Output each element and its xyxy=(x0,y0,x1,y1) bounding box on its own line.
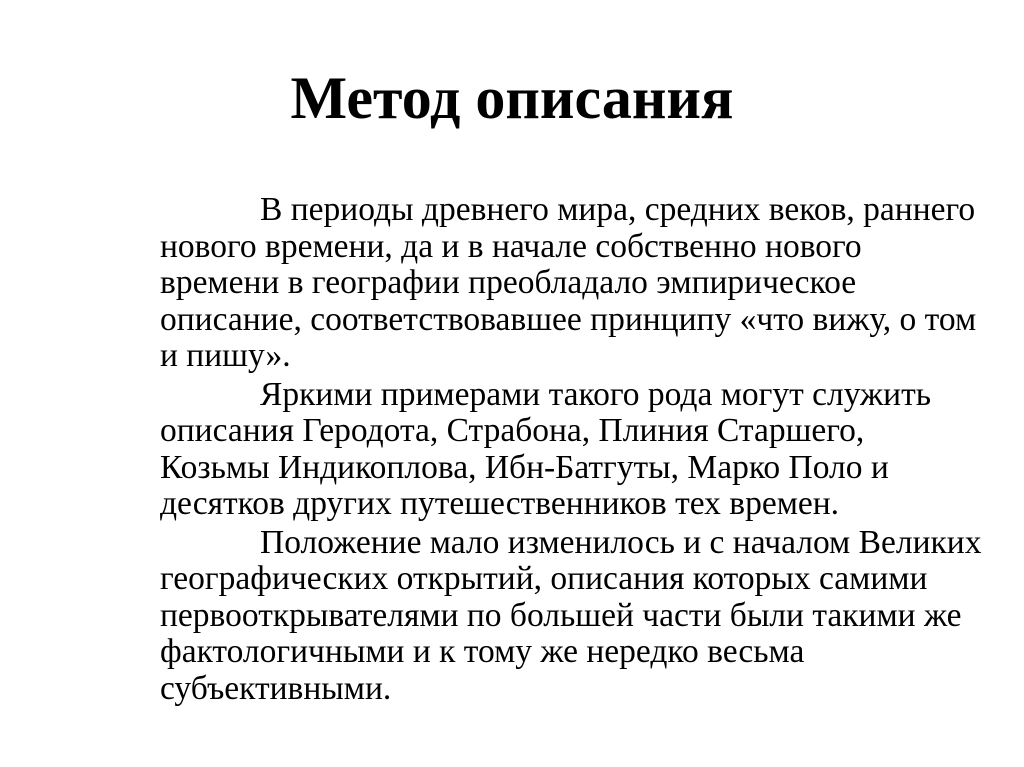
page-title: Метод описания xyxy=(290,65,734,131)
text-line: В периоды древнего мира, средних веков, раннего xyxy=(260,191,976,228)
text-line: географических открытий, описания которых самими xyxy=(160,560,928,597)
text-line: нового времени, да и в начале собственно нового xyxy=(160,227,862,265)
text-line: описания Геродота, Страбона, Плиния Старшего, xyxy=(160,412,865,449)
text-line: первооткрывателями по большей части были такими же xyxy=(160,596,962,634)
paragraph-1 xyxy=(60,192,1010,375)
paragraph-3 xyxy=(60,525,1010,708)
text-line: и пишу». xyxy=(160,337,291,374)
text-line: субъективными. xyxy=(160,669,392,707)
slide-body xyxy=(60,192,1010,707)
paragraph-2 xyxy=(60,377,1010,523)
text-line: Положение мало изменилось и с началом Великих xyxy=(260,523,982,561)
text-line: фактологичными и к тому же нередко весьма xyxy=(160,633,805,670)
text-line: десятков других путешественников тех времен. xyxy=(160,485,840,522)
text-line: Козьмы Индикоплова, Ибн-Батгуты, Марко Поло и xyxy=(160,448,889,486)
text-line: времени в географии преобладало эмпирическое xyxy=(160,264,857,301)
text-line: Яркими примерами такого рода могут служить xyxy=(260,375,932,413)
text-line: описание, соответствовавшее принципу «что вижу, о том xyxy=(160,300,977,338)
